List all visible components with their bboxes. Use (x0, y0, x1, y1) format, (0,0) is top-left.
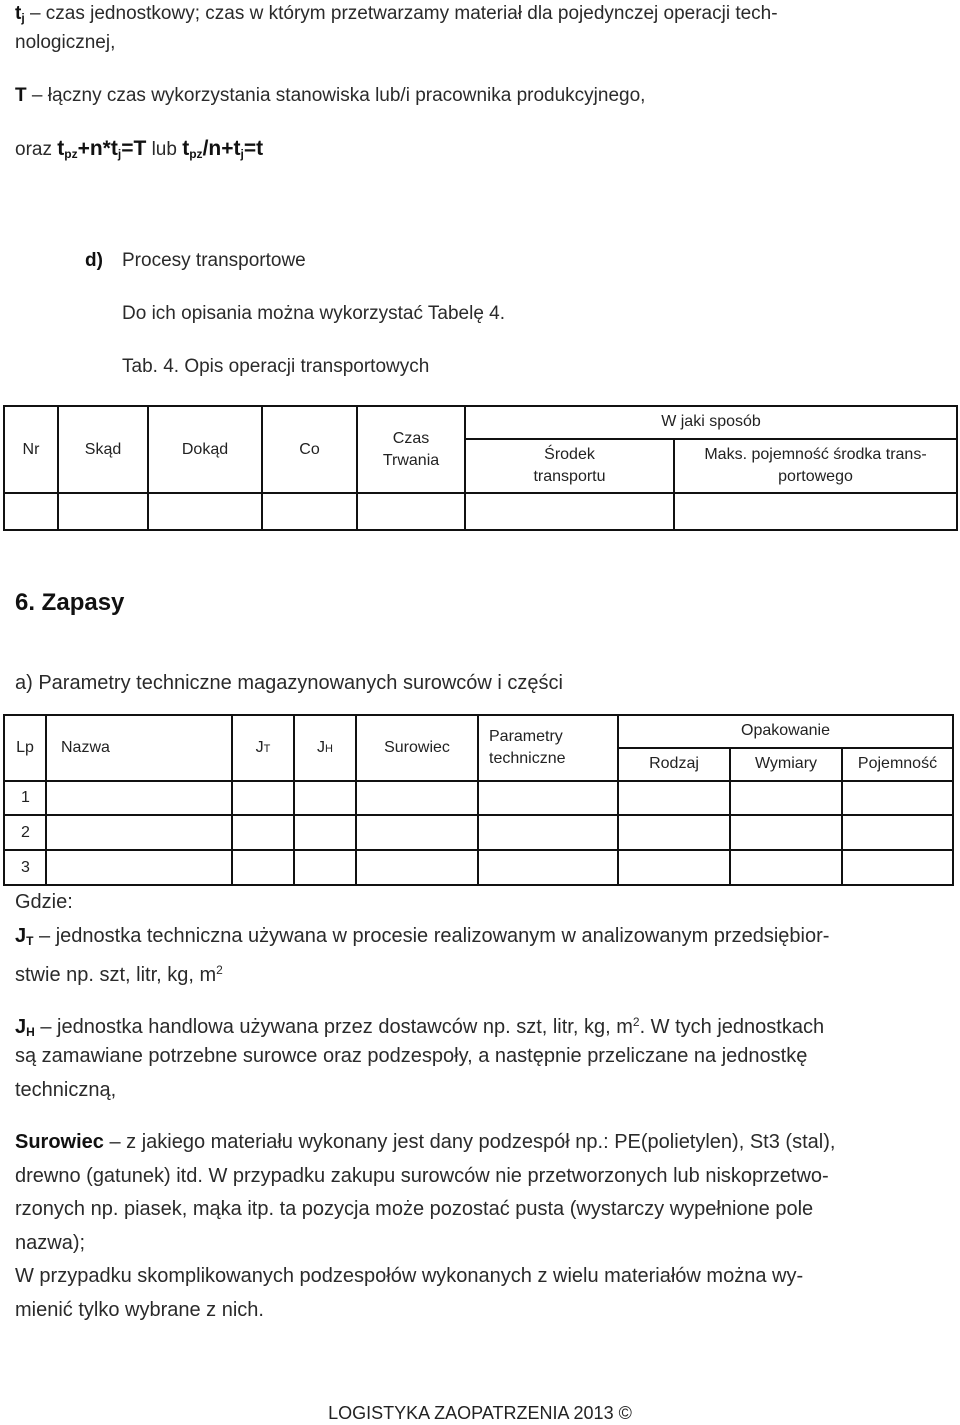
cell (262, 493, 357, 530)
jh-definition: $J_H$ – jednostka handlowa używana przez dostawców np. szt, litr, kg, $m^2$. W tych jednostkach (15, 1015, 825, 1039)
jh-definition-line2: są zamawiane potrzebne surowce oraz podzespoły, a następnie przeliczane na jednostkę (15, 1045, 808, 1067)
cell (465, 493, 674, 530)
section-d-title: Procesy transportowe (122, 250, 306, 271)
th-czas: Czas Trwania (357, 406, 465, 493)
gdzie-label: Gdzie: (15, 891, 73, 913)
cell (730, 815, 842, 850)
surowiec-line2: drewno (gatunek) itd. W przypadku zakupu surowców nie przetworzonych lub niskoprzetwo- (15, 1165, 829, 1187)
th-dokad: Dokąd (148, 406, 262, 493)
cell (232, 815, 294, 850)
row-lp: 3 (4, 850, 46, 885)
cell (148, 493, 262, 530)
complex-note-line1: W przypadku skomplikowanych podzespołów wykonanych z wielu materiałów można wy- (15, 1265, 804, 1287)
th-surowiec: Surowiec (356, 715, 478, 781)
jh-definition-line3: techniczną, (15, 1079, 117, 1101)
th-srodek: Środek transportu (465, 439, 674, 494)
footer: LOGISTYKA ZAOPATRZENIA 2013 © (328, 1403, 632, 1423)
section-6a-title: a) Parametry techniczne magazynowanych surowców i części (15, 672, 563, 694)
materials-table (3, 714, 954, 886)
cell (842, 815, 953, 850)
cell (46, 850, 232, 885)
cell (356, 781, 478, 816)
surowiec-line3: rzonych np. piasek, mąka itp. ta pozycja może pozostać pusta (wystarczy wypełnione pole (15, 1198, 814, 1220)
row-lp: 1 (4, 781, 46, 816)
T-definition: T – łączny czas wykorzystania stanowiska lub/i pracownika produkcyjnego, (15, 85, 646, 106)
table4-caption: Tab. 4. Opis operacji transportowych (122, 356, 430, 377)
cell (730, 781, 842, 816)
th-lp: Lp (4, 715, 46, 781)
th-co: Co (262, 406, 357, 493)
cell (842, 781, 953, 816)
cell (730, 850, 842, 885)
cell (478, 781, 618, 816)
surowiec-definition: Surowiec – z jakiego materiału wykonany jest dany podzespół np.: PE(polietylen), St3 (stal), (15, 1131, 836, 1153)
surowiec-line4: nazwa); (15, 1232, 86, 1254)
jt-definition: $J_T$ – jednostka techniczna używana w procesie realizowanym w analizowanym przedsiębior- (15, 925, 830, 948)
th-nr: Nr (4, 406, 58, 493)
cell (58, 493, 148, 530)
cell (618, 815, 730, 850)
th-skad: Skąd (58, 406, 148, 493)
section-6-title: 6. Zapasy (15, 589, 125, 616)
complex-note-line2: mienić tylko wybrane z nich. (15, 1299, 264, 1321)
cell (294, 815, 356, 850)
th-maks-pojemnosc: Maks. pojemność środka trans- portowego (674, 439, 957, 494)
cell (356, 850, 478, 885)
cell (478, 850, 618, 885)
th-rodzaj: Rodzaj (618, 748, 730, 781)
th-nazwa: Nazwa (46, 715, 232, 781)
cell (294, 781, 356, 816)
cell (232, 781, 294, 816)
section-d-desc: Do ich opisania można wykorzystać Tabelę 4. (122, 303, 506, 324)
formula: oraz $t_{pz}+n*t_j=T$ lub $t_{pz}/n+t_j=t$ (15, 137, 264, 161)
transport-table (3, 405, 958, 531)
th-w-jaki-sposob: W jaki sposób (465, 406, 957, 439)
cell (618, 850, 730, 885)
section-d-heading: d) (85, 250, 103, 271)
th-jh: JH (294, 715, 356, 781)
th-parametry: Parametry techniczne (478, 715, 618, 781)
cell (232, 850, 294, 885)
th-wymiary: Wymiary (730, 748, 842, 781)
cell (478, 815, 618, 850)
th-opakowanie: Opakowanie (618, 715, 953, 748)
cell (46, 815, 232, 850)
cell (674, 493, 957, 530)
th-jt: JT (232, 715, 294, 781)
cell (294, 850, 356, 885)
cell (46, 781, 232, 816)
th-pojemnosc: Pojemność (842, 748, 953, 781)
row-lp: 2 (4, 815, 46, 850)
jt-definition-cont: stwie np. szt, litr, kg, $m^2$ (15, 963, 223, 986)
cell (357, 493, 465, 530)
cell (618, 781, 730, 816)
cell (4, 493, 58, 530)
cell (356, 815, 478, 850)
tj-definition: $t_j$ – czas jednostkowy; czas w którym przetwarzamy materiał dla pojedynczej operacji tech- (15, 3, 778, 25)
cell (842, 850, 953, 885)
tj-definition-cont: nologicznej, (15, 32, 116, 53)
